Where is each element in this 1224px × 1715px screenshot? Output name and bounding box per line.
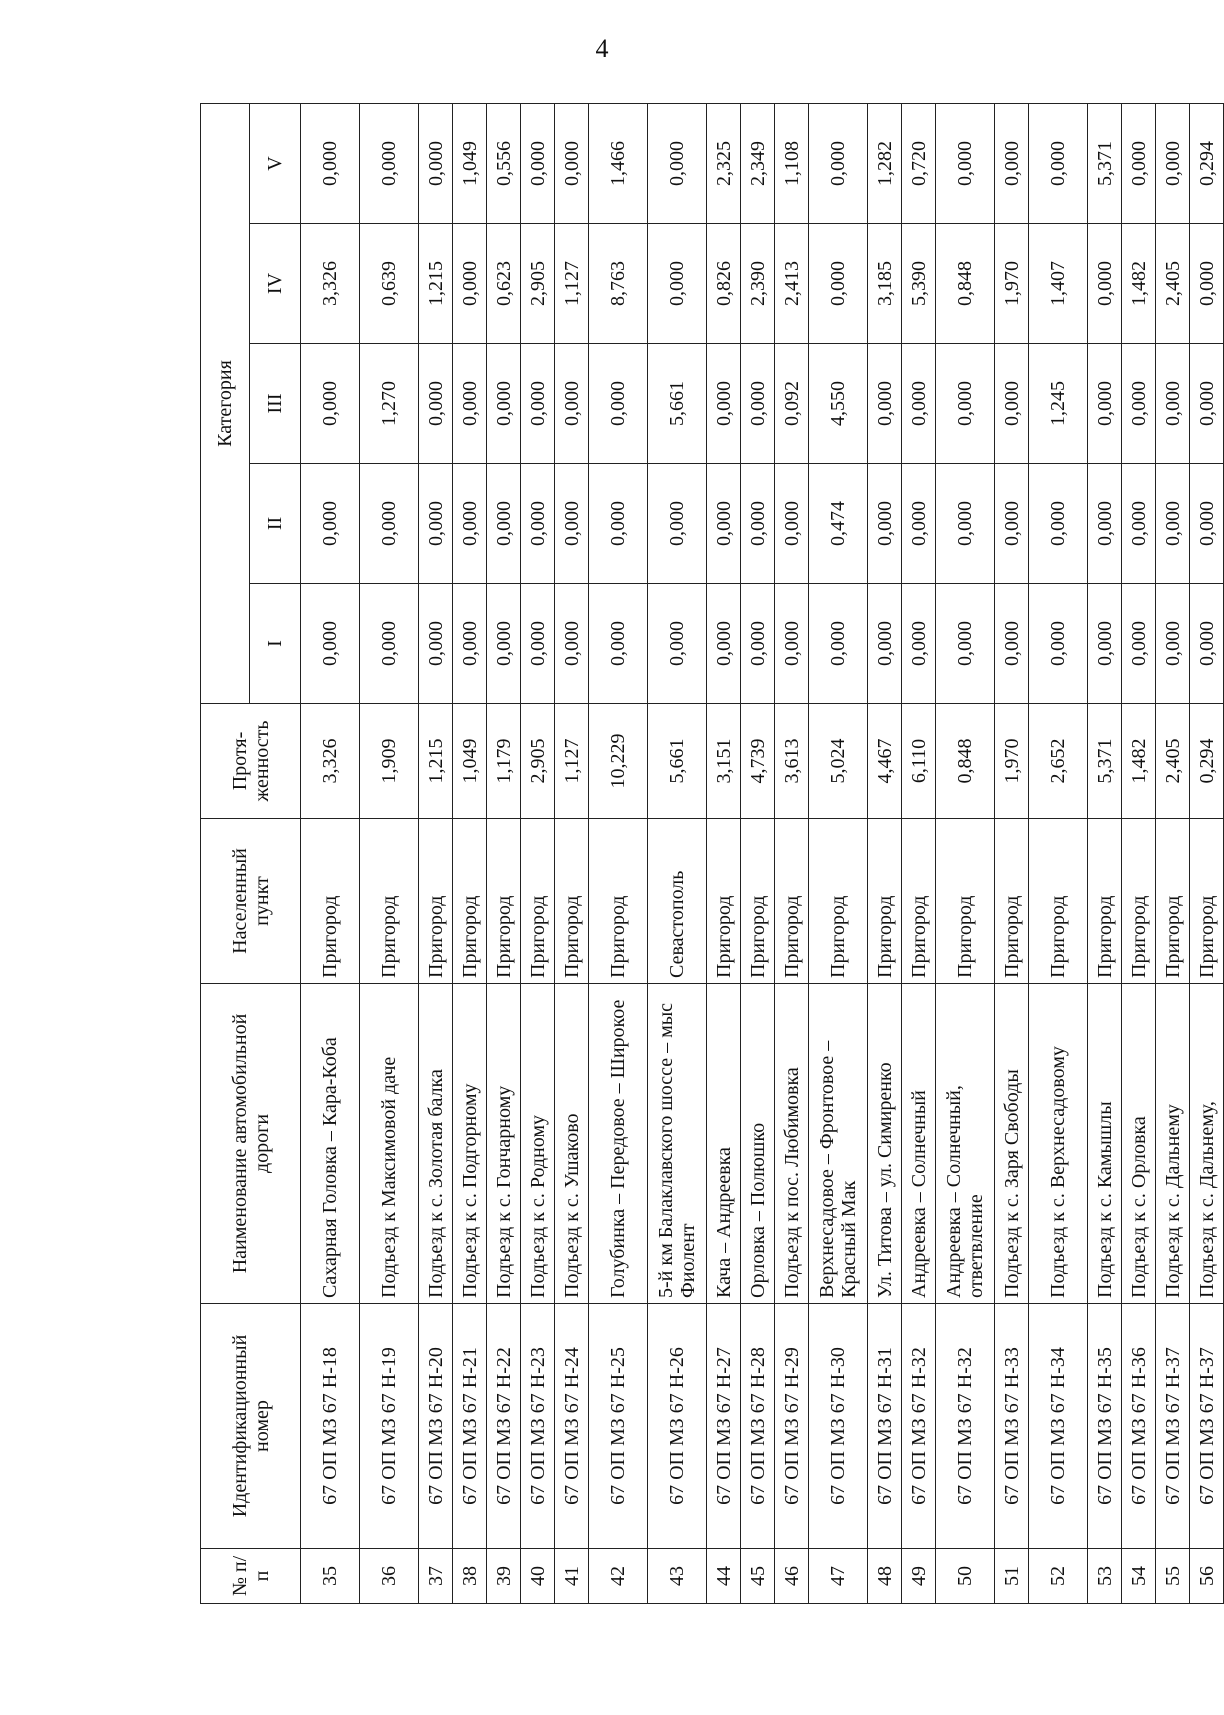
- category-v-length: 0,000: [995, 103, 1029, 223]
- road-length: 4,739: [741, 704, 775, 819]
- settlement: Пригород: [1190, 819, 1224, 984]
- table-row: [809, 103, 868, 1603]
- road-id: 67 ОП МЗ 67 Н-26: [648, 1304, 707, 1549]
- row-number: 48: [868, 1549, 902, 1604]
- table-container: [200, 104, 1218, 1604]
- table-row: [1190, 103, 1224, 1603]
- road-id: 67 ОП МЗ 67 Н-33: [995, 1304, 1029, 1549]
- category-ii-length: 0,000: [1029, 464, 1088, 584]
- category-i-length: 0,000: [775, 584, 809, 704]
- category-iv-length: 2,413: [775, 224, 809, 344]
- road-length: 1,909: [360, 704, 419, 819]
- settlement: Пригород: [809, 819, 868, 984]
- category-iv-length: 0,826: [707, 224, 741, 344]
- road-name: Подъезд к с. Золотая балка: [419, 984, 453, 1304]
- category-i-length: 0,000: [902, 584, 936, 704]
- category-iii-length: 0,000: [707, 344, 741, 464]
- road-length: 5,024: [809, 704, 868, 819]
- category-iv-length: 1,127: [555, 224, 589, 344]
- category-iii-length: 0,000: [453, 344, 487, 464]
- category-v-length: 5,371: [1088, 103, 1122, 223]
- road-length: 3,326: [301, 704, 360, 819]
- settlement: Пригород: [555, 819, 589, 984]
- category-iv-length: 0,000: [1088, 224, 1122, 344]
- category-iv-length: 1,482: [1122, 224, 1156, 344]
- category-i-length: 0,000: [360, 584, 419, 704]
- settlement: Пригород: [453, 819, 487, 984]
- header-cat-iii: III: [250, 344, 301, 464]
- road-id: 67 ОП МЗ 67 Н-19: [360, 1304, 419, 1549]
- settlement: Пригород: [589, 819, 648, 984]
- category-iii-length: 0,000: [1122, 344, 1156, 464]
- settlement: Пригород: [419, 819, 453, 984]
- road-name: Верхнесадовое – Фронтовое – Красный Мак: [809, 984, 868, 1304]
- category-v-length: 0,000: [1122, 103, 1156, 223]
- category-iv-length: 0,000: [453, 224, 487, 344]
- category-iii-length: 0,000: [995, 344, 1029, 464]
- category-v-length: 0,000: [1029, 103, 1088, 223]
- table-row: [589, 103, 648, 1603]
- road-length: 6,110: [902, 704, 936, 819]
- category-v-length: 0,000: [809, 103, 868, 223]
- category-iii-length: 0,000: [555, 344, 589, 464]
- category-i-length: 0,000: [648, 584, 707, 704]
- row-number: 49: [902, 1549, 936, 1604]
- category-iv-length: 0,000: [648, 224, 707, 344]
- category-ii-length: 0,000: [589, 464, 648, 584]
- category-iv-length: 0,623: [487, 224, 521, 344]
- road-length: 0,294: [1190, 704, 1224, 819]
- table-row: [1088, 103, 1122, 1603]
- road-name: Ул. Титова – ул. Симиренко: [868, 984, 902, 1304]
- road-name: Подъезд к с. Верхнесадовому: [1029, 984, 1088, 1304]
- category-i-length: 0,000: [301, 584, 360, 704]
- road-id: 67 ОП МЗ 67 Н-34: [1029, 1304, 1088, 1549]
- category-v-length: 1,108: [775, 103, 809, 223]
- settlement: Пригород: [707, 819, 741, 984]
- category-ii-length: 0,000: [936, 464, 995, 584]
- category-iii-length: 0,000: [868, 344, 902, 464]
- row-number: 56: [1190, 1549, 1224, 1604]
- row-number: 54: [1122, 1549, 1156, 1604]
- road-id: 67 ОП МЗ 67 Н-32: [936, 1304, 995, 1549]
- road-id: 67 ОП МЗ 67 Н-32: [902, 1304, 936, 1549]
- road-name: Подъезд к Максимовой даче: [360, 984, 419, 1304]
- road-length: 1,482: [1122, 704, 1156, 819]
- category-ii-length: 0,000: [995, 464, 1029, 584]
- category-iii-length: 0,000: [301, 344, 360, 464]
- category-v-length: 0,000: [301, 103, 360, 223]
- category-iii-length: 0,000: [419, 344, 453, 464]
- road-length: 5,371: [1088, 704, 1122, 819]
- category-ii-length: 0,474: [809, 464, 868, 584]
- table-row: [775, 103, 809, 1603]
- road-id: 67 ОП МЗ 67 Н-22: [487, 1304, 521, 1549]
- road-name: Орловка – Полюшко: [741, 984, 775, 1304]
- row-number: 36: [360, 1549, 419, 1604]
- table-row: [902, 103, 936, 1603]
- category-i-length: 0,000: [1190, 584, 1224, 704]
- category-v-length: 0,294: [1190, 103, 1224, 223]
- road-id: 67 ОП МЗ 67 Н-21: [453, 1304, 487, 1549]
- road-length: 10,229: [589, 704, 648, 819]
- settlement: Пригород: [1156, 819, 1190, 984]
- category-v-length: 0,000: [555, 103, 589, 223]
- table-header: [201, 103, 301, 1603]
- road-name: Голубинка – Передовое – Широкое: [589, 984, 648, 1304]
- settlement: Пригород: [360, 819, 419, 984]
- category-iii-length: 0,000: [902, 344, 936, 464]
- road-id: 67 ОП МЗ 67 Н-28: [741, 1304, 775, 1549]
- road-length: 1,179: [487, 704, 521, 819]
- category-ii-length: 0,000: [301, 464, 360, 584]
- category-iv-length: 0,639: [360, 224, 419, 344]
- row-number: 51: [995, 1549, 1029, 1604]
- road-id: 67 ОП МЗ 67 Н-29: [775, 1304, 809, 1549]
- table-row: [360, 103, 419, 1603]
- category-iii-length: 0,000: [936, 344, 995, 464]
- category-ii-length: 0,000: [1088, 464, 1122, 584]
- road-name: Андреевка – Солнечный, ответвление: [936, 984, 995, 1304]
- table-row: [707, 103, 741, 1603]
- category-iii-length: 0,000: [1088, 344, 1122, 464]
- row-number: 46: [775, 1549, 809, 1604]
- row-number: 37: [419, 1549, 453, 1604]
- settlement: Пригород: [1122, 819, 1156, 984]
- category-ii-length: 0,000: [868, 464, 902, 584]
- category-iv-length: 8,763: [589, 224, 648, 344]
- road-length: 0,848: [936, 704, 995, 819]
- settlement: Пригород: [741, 819, 775, 984]
- road-length: 1,970: [995, 704, 1029, 819]
- category-i-length: 0,000: [1156, 584, 1190, 704]
- road-id: 67 ОП МЗ 67 Н-31: [868, 1304, 902, 1549]
- row-number: 43: [648, 1549, 707, 1604]
- header-num: № п/п: [201, 1549, 301, 1604]
- table-row: [555, 103, 589, 1603]
- table-row: [1122, 103, 1156, 1603]
- category-ii-length: 0,000: [775, 464, 809, 584]
- row-number: 52: [1029, 1549, 1088, 1604]
- row-number: 44: [707, 1549, 741, 1604]
- category-i-length: 0,000: [487, 584, 521, 704]
- category-iii-length: 0,000: [521, 344, 555, 464]
- category-ii-length: 0,000: [1190, 464, 1224, 584]
- category-v-length: 2,325: [707, 103, 741, 223]
- category-iv-length: 1,407: [1029, 224, 1088, 344]
- settlement: Пригород: [995, 819, 1029, 984]
- category-i-length: 0,000: [707, 584, 741, 704]
- row-number: 38: [453, 1549, 487, 1604]
- road-id: 67 ОП МЗ 67 Н-25: [589, 1304, 648, 1549]
- settlement: Пригород: [936, 819, 995, 984]
- category-iv-length: 0,000: [809, 224, 868, 344]
- category-ii-length: 0,000: [521, 464, 555, 584]
- category-ii-length: 0,000: [1156, 464, 1190, 584]
- road-name: Кача – Андреевка: [707, 984, 741, 1304]
- row-number: 35: [301, 1549, 360, 1604]
- road-id: 67 ОП МЗ 67 Н-37: [1156, 1304, 1190, 1549]
- settlement: Пригород: [301, 819, 360, 984]
- header-cat-iv: IV: [250, 224, 301, 344]
- category-iv-length: 0,000: [1190, 224, 1224, 344]
- table-row: [521, 103, 555, 1603]
- road-length: 4,467: [868, 704, 902, 819]
- category-iv-length: 0,848: [936, 224, 995, 344]
- category-iv-length: 2,405: [1156, 224, 1190, 344]
- roads-table: [200, 103, 1224, 1604]
- category-iv-length: 3,326: [301, 224, 360, 344]
- row-number: 40: [521, 1549, 555, 1604]
- category-iii-length: 0,092: [775, 344, 809, 464]
- road-name: Сахарная Головка – Кара-Коба: [301, 984, 360, 1304]
- road-name: Подъезд к с. Заря Свободы: [995, 984, 1029, 1304]
- road-id: 67 ОП МЗ 67 Н-35: [1088, 1304, 1122, 1549]
- category-iii-length: 5,661: [648, 344, 707, 464]
- category-iv-length: 1,970: [995, 224, 1029, 344]
- table-row: [741, 103, 775, 1603]
- category-iii-length: 1,270: [360, 344, 419, 464]
- road-name: Подъезд к с. Дальнему,: [1190, 984, 1224, 1304]
- settlement: Пригород: [1088, 819, 1122, 984]
- category-iii-length: 0,000: [1156, 344, 1190, 464]
- settlement: Пригород: [521, 819, 555, 984]
- category-v-length: 1,466: [589, 103, 648, 223]
- road-name: Андреевка – Солнечный: [902, 984, 936, 1304]
- category-iii-length: 0,000: [741, 344, 775, 464]
- settlement: Пригород: [775, 819, 809, 984]
- table-row: [868, 103, 902, 1603]
- settlement: Пригород: [902, 819, 936, 984]
- category-i-length: 0,000: [741, 584, 775, 704]
- category-ii-length: 0,000: [555, 464, 589, 584]
- table-row: [936, 103, 995, 1603]
- row-number: 47: [809, 1549, 868, 1604]
- category-i-length: 0,000: [995, 584, 1029, 704]
- category-ii-length: 0,000: [707, 464, 741, 584]
- road-length: 1,215: [419, 704, 453, 819]
- road-name: 5-й км Балаклавского шоссе – мыс Фиолент: [648, 984, 707, 1304]
- category-v-length: 0,000: [419, 103, 453, 223]
- road-length: 2,405: [1156, 704, 1190, 819]
- category-iv-length: 3,185: [868, 224, 902, 344]
- category-i-length: 0,000: [453, 584, 487, 704]
- row-number: 39: [487, 1549, 521, 1604]
- category-iii-length: 1,245: [1029, 344, 1088, 464]
- road-name: Подъезд к с. Родному: [521, 984, 555, 1304]
- category-i-length: 0,000: [1088, 584, 1122, 704]
- category-v-length: 0,000: [360, 103, 419, 223]
- category-i-length: 0,000: [868, 584, 902, 704]
- category-iii-length: 0,000: [1190, 344, 1224, 464]
- road-name: Подъезд к с. Подгорному: [453, 984, 487, 1304]
- road-id: 67 ОП МЗ 67 Н-24: [555, 1304, 589, 1549]
- category-v-length: 1,049: [453, 103, 487, 223]
- road-name: Подъезд к пос. Любимовка: [775, 984, 809, 1304]
- header-id: Идентификационный номер: [201, 1304, 301, 1549]
- road-name: Подъезд к с. Камышлы: [1088, 984, 1122, 1304]
- table-row: [995, 103, 1029, 1603]
- header-cat-i: I: [250, 584, 301, 704]
- category-iv-length: 2,905: [521, 224, 555, 344]
- road-length: 2,905: [521, 704, 555, 819]
- category-iii-length: 0,000: [487, 344, 521, 464]
- rotated-table-frame: [200, 104, 1218, 1604]
- category-ii-length: 0,000: [741, 464, 775, 584]
- category-i-length: 0,000: [555, 584, 589, 704]
- header-place: Населенный пункт: [201, 819, 301, 984]
- road-id: 67 ОП МЗ 67 Н-18: [301, 1304, 360, 1549]
- row-number: 41: [555, 1549, 589, 1604]
- category-v-length: 0,556: [487, 103, 521, 223]
- category-v-length: 2,349: [741, 103, 775, 223]
- table-body: [301, 103, 1224, 1603]
- category-ii-length: 0,000: [1122, 464, 1156, 584]
- category-v-length: 0,000: [1156, 103, 1190, 223]
- category-iv-length: 5,390: [902, 224, 936, 344]
- category-v-length: 0,000: [936, 103, 995, 223]
- category-i-length: 0,000: [521, 584, 555, 704]
- category-ii-length: 0,000: [902, 464, 936, 584]
- category-v-length: 1,282: [868, 103, 902, 223]
- settlement: Пригород: [868, 819, 902, 984]
- row-number: 53: [1088, 1549, 1122, 1604]
- road-id: 67 ОП МЗ 67 Н-37: [1190, 1304, 1224, 1549]
- road-id: 67 ОП МЗ 67 Н-30: [809, 1304, 868, 1549]
- table-row: [487, 103, 521, 1603]
- category-i-length: 0,000: [1122, 584, 1156, 704]
- road-id: 67 ОП МЗ 67 Н-23: [521, 1304, 555, 1549]
- road-length: 1,049: [453, 704, 487, 819]
- category-i-length: 0,000: [1029, 584, 1088, 704]
- category-iv-length: 1,215: [419, 224, 453, 344]
- category-v-length: 0,000: [521, 103, 555, 223]
- road-id: 67 ОП МЗ 67 Н-36: [1122, 1304, 1156, 1549]
- road-name: Подъезд к с. Гончарному: [487, 984, 521, 1304]
- road-id: 67 ОП МЗ 67 Н-27: [707, 1304, 741, 1549]
- table-row: [453, 103, 487, 1603]
- category-v-length: 0,720: [902, 103, 936, 223]
- category-v-length: 0,000: [648, 103, 707, 223]
- category-iii-length: 4,550: [809, 344, 868, 464]
- category-i-length: 0,000: [809, 584, 868, 704]
- table-row: [1029, 103, 1088, 1603]
- category-iv-length: 2,390: [741, 224, 775, 344]
- table-row: [419, 103, 453, 1603]
- table-row: [648, 103, 707, 1603]
- settlement: Пригород: [487, 819, 521, 984]
- row-number: 45: [741, 1549, 775, 1604]
- road-length: 2,652: [1029, 704, 1088, 819]
- category-i-length: 0,000: [936, 584, 995, 704]
- header-category: Категория: [201, 103, 250, 703]
- road-name: Подъезд к с. Орловка: [1122, 984, 1156, 1304]
- row-number: 55: [1156, 1549, 1190, 1604]
- category-ii-length: 0,000: [360, 464, 419, 584]
- category-i-length: 0,000: [589, 584, 648, 704]
- road-id: 67 ОП МЗ 67 Н-20: [419, 1304, 453, 1549]
- header-cat-v: V: [250, 103, 301, 223]
- page-number: 4: [595, 34, 609, 63]
- road-length: 5,661: [648, 704, 707, 819]
- category-ii-length: 0,000: [453, 464, 487, 584]
- category-i-length: 0,000: [419, 584, 453, 704]
- row-number: 50: [936, 1549, 995, 1604]
- settlement: Севастополь: [648, 819, 707, 984]
- header-cat-ii: II: [250, 464, 301, 584]
- road-name: Подъезд к с. Дальнему: [1156, 984, 1190, 1304]
- table-row: [1156, 103, 1190, 1603]
- road-length: 3,151: [707, 704, 741, 819]
- settlement: Пригород: [1029, 819, 1088, 984]
- road-length: 1,127: [555, 704, 589, 819]
- header-length: Протя-женность: [201, 704, 301, 819]
- category-ii-length: 0,000: [419, 464, 453, 584]
- header-name: Наименование автомобильной дороги: [201, 984, 301, 1304]
- row-number: 42: [589, 1549, 648, 1604]
- table-row: [301, 103, 360, 1603]
- category-ii-length: 0,000: [648, 464, 707, 584]
- road-length: 3,613: [775, 704, 809, 819]
- road-name: Подъезд к с. Ушаково: [555, 984, 589, 1304]
- category-ii-length: 0,000: [487, 464, 521, 584]
- category-iii-length: 0,000: [589, 344, 648, 464]
